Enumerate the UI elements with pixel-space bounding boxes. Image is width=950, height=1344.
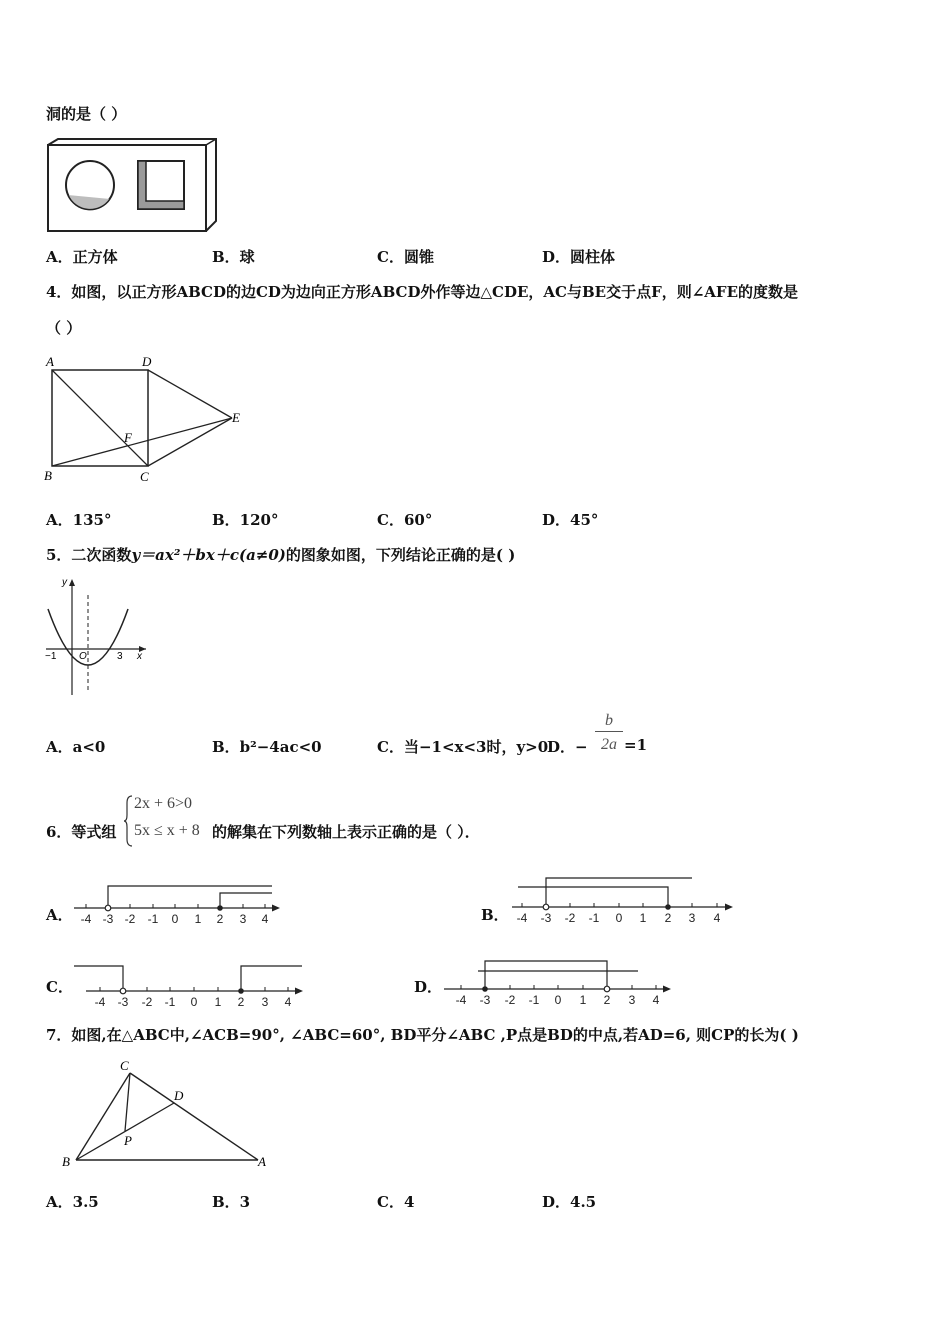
q6-d-tick-label: -4 bbox=[455, 993, 467, 1007]
q7-option-c: C．4 bbox=[377, 1193, 415, 1211]
q6-b-tick-label: 2 bbox=[664, 911, 672, 925]
q5-option-a: A．a<0 bbox=[46, 738, 106, 756]
q6-a-tick-label: -4 bbox=[80, 912, 92, 926]
q6-a-tick-label: -2 bbox=[124, 912, 136, 926]
q6-d-tick-label: 3 bbox=[628, 993, 636, 1007]
q6-a-tick-label: -1 bbox=[147, 912, 159, 926]
q4-option-b: B．120° bbox=[212, 511, 279, 529]
q6-b-tick-label: -4 bbox=[516, 911, 528, 925]
q4-label-d: D bbox=[142, 354, 152, 369]
q5-x-label: x bbox=[137, 651, 142, 662]
q6-number-line-c bbox=[72, 963, 308, 1011]
q6-d-tick-label: 1 bbox=[579, 993, 587, 1007]
q6-c-tick-label: 3 bbox=[261, 995, 269, 1009]
q5-pos-label: 3 bbox=[117, 651, 123, 662]
q3-option-b: B．球 bbox=[212, 248, 255, 266]
q4-label-c: C bbox=[140, 469, 149, 484]
q6-number-line-b bbox=[508, 876, 738, 926]
q4-option-d: D．45° bbox=[542, 511, 599, 529]
q6-number-line-d bbox=[440, 956, 680, 1008]
q5-stem bbox=[46, 544, 515, 565]
q5-option-d-numerator: b bbox=[605, 712, 613, 729]
q5-origin-label: O bbox=[79, 651, 87, 662]
q6-option-a-label: A． bbox=[46, 906, 73, 924]
q6-inequality-1: 2x + 6>0 bbox=[134, 795, 193, 812]
q7-option-a: A．3.5 bbox=[46, 1193, 99, 1211]
q4-stem-paren: （ ） bbox=[46, 319, 82, 337]
q6-c-tick-label: 0 bbox=[190, 995, 198, 1009]
q6-d-tick-label: 0 bbox=[554, 993, 562, 1007]
q7-label-p: P bbox=[124, 1133, 132, 1148]
q6-c-tick-label: -1 bbox=[164, 995, 176, 1009]
q6-option-b-label: B． bbox=[481, 906, 509, 924]
q3-option-c: C．圆锥 bbox=[377, 248, 434, 266]
q5-formula: y＝ax²＋bx＋c(a≠0) bbox=[131, 546, 286, 564]
q5-neg-label: −1 bbox=[45, 651, 57, 662]
q4-label-a: A bbox=[46, 354, 54, 369]
q6-b-tick-label: 1 bbox=[639, 911, 647, 925]
q6-stem-suffix: 的解集在下列数轴上表示正确的是（ ）． bbox=[212, 823, 480, 841]
q4-label-f: F bbox=[124, 430, 132, 445]
q7-option-d: D．4.5 bbox=[542, 1193, 597, 1211]
q6-d-tick-label: 2 bbox=[603, 993, 611, 1007]
q5-option-b: B．b²−4ac<0 bbox=[212, 738, 322, 756]
q7-option-b: B．3 bbox=[212, 1193, 251, 1211]
q5-parabola-graph bbox=[42, 575, 152, 699]
q6-d-tick-label: -2 bbox=[504, 993, 516, 1007]
q6-c-tick-label: -3 bbox=[117, 995, 129, 1009]
q5-option-c: C．当−1<x<3时，y>0 bbox=[377, 738, 549, 756]
q5-option-d-fraction-bar bbox=[595, 731, 623, 732]
q5-y-label: y bbox=[62, 577, 67, 588]
q7-label-c: C bbox=[120, 1058, 129, 1073]
q6-c-tick-label: 2 bbox=[237, 995, 245, 1009]
q4-stem: 4．如图，以正方形ABCD的边CD为边向正方形ABCD外作等边△CDE，AC与BE交于点F，则∠AFE的度数是 bbox=[46, 283, 799, 301]
q6-b-tick-label: 0 bbox=[615, 911, 623, 925]
q7-figure bbox=[58, 1056, 273, 1171]
q6-stem-prefix: 6．等式组 bbox=[46, 823, 117, 841]
q4-option-c: C．60° bbox=[377, 511, 433, 529]
q6-a-tick-label: -3 bbox=[102, 912, 114, 926]
q4-label-e: E bbox=[232, 410, 240, 425]
q6-a-tick-label: 0 bbox=[171, 912, 179, 926]
q5-stem-prefix: 5．二次函数 bbox=[46, 546, 132, 564]
q6-d-tick-label: -3 bbox=[479, 993, 491, 1007]
q3-stem-tail: 洞的是（ ） bbox=[46, 105, 127, 123]
q6-a-tick-label: 2 bbox=[216, 912, 224, 926]
q6-a-tick-label: 1 bbox=[194, 912, 202, 926]
q6-c-tick-label: -2 bbox=[141, 995, 153, 1009]
q6-option-c-label: C． bbox=[46, 978, 73, 996]
q6-c-tick-label: -4 bbox=[94, 995, 106, 1009]
q6-inequality-2: 5x ≤ x + 8 bbox=[134, 822, 200, 839]
q6-system-brace bbox=[124, 795, 134, 847]
q6-d-tick-label: -1 bbox=[528, 993, 540, 1007]
q6-c-tick-label: 1 bbox=[214, 995, 222, 1009]
q6-a-tick-label: 4 bbox=[261, 912, 269, 926]
q3-solid-figure bbox=[46, 137, 218, 233]
q7-label-d: D bbox=[174, 1088, 184, 1103]
q3-option-d: D．圆柱体 bbox=[542, 248, 616, 266]
q6-b-tick-label: 3 bbox=[688, 911, 696, 925]
q6-b-tick-label: -3 bbox=[540, 911, 552, 925]
q4-label-b: B bbox=[44, 468, 52, 483]
q6-option-d-label: D． bbox=[414, 978, 443, 996]
q4-figure bbox=[44, 354, 249, 486]
q6-b-tick-label: 4 bbox=[713, 911, 721, 925]
q5-stem-suffix: 的图象如图，下列结论正确的是( ) bbox=[285, 546, 516, 564]
q3-option-a: A．正方体 bbox=[46, 248, 118, 266]
q5-option-d-denominator: 2a bbox=[601, 736, 617, 753]
q6-d-tick-label: 4 bbox=[652, 993, 660, 1007]
q7-label-a: A bbox=[258, 1154, 266, 1169]
q4-option-a: A．135° bbox=[46, 511, 112, 529]
q6-a-tick-label: 3 bbox=[239, 912, 247, 926]
q7-stem: 7．如图,在△ABC中,∠ACB=90°, ∠ABC=60°, BD平分∠ABC ,P点是BD的中点,若AD=6, 则CP的长为( ) bbox=[46, 1026, 799, 1044]
q6-b-tick-label: -2 bbox=[564, 911, 576, 925]
q6-number-line-a bbox=[66, 880, 286, 928]
q7-label-b: B bbox=[62, 1154, 70, 1169]
q5-option-d-suffix: =1 bbox=[624, 736, 648, 754]
q6-b-tick-label: -1 bbox=[588, 911, 600, 925]
q5-option-d-prefix: D．− bbox=[547, 738, 588, 756]
q6-c-tick-label: 4 bbox=[284, 995, 292, 1009]
